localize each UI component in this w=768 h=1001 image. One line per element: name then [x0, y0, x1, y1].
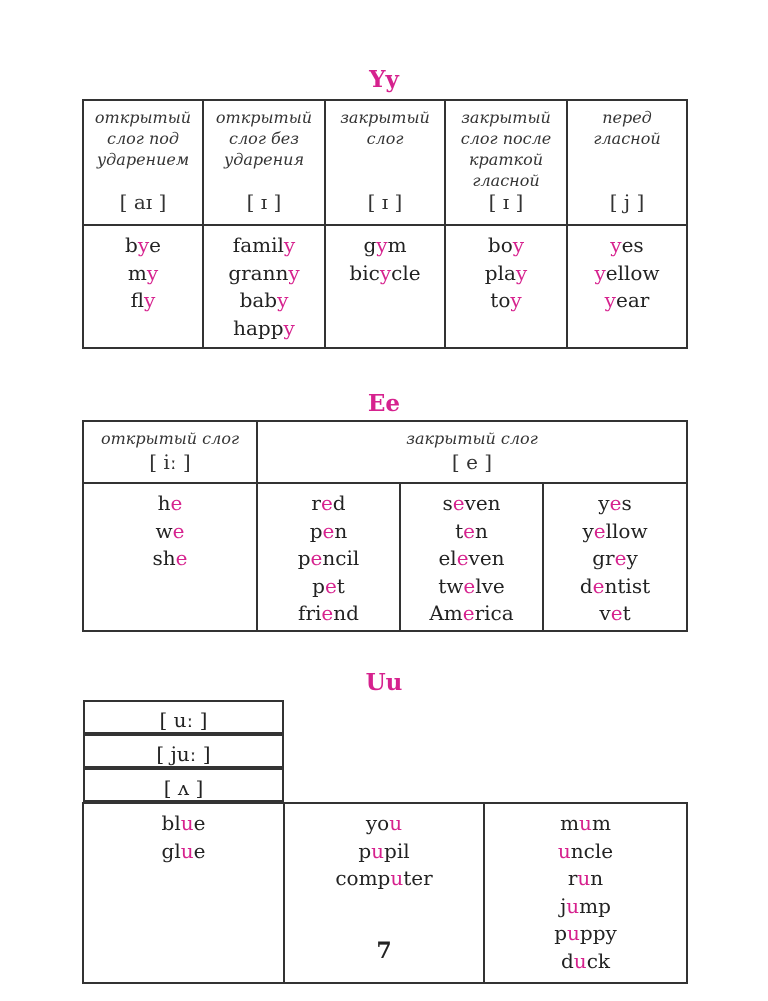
- highlighted-letter: u: [573, 948, 587, 973]
- y-col-4: [567, 225, 687, 348]
- example-word: twelve: [438, 573, 505, 598]
- example-word: dentist: [579, 573, 651, 598]
- highlighted-letter: u: [577, 866, 591, 890]
- y-header-4: перед гласной [ j ]: [567, 100, 687, 225]
- highlighted-letter: y: [510, 288, 522, 312]
- u-header-1: [ juː ]: [83, 734, 284, 768]
- example-word: granny: [228, 260, 300, 285]
- highlighted-letter: y: [604, 288, 616, 312]
- example-word: bicycle: [349, 260, 421, 285]
- highlighted-letter: e: [320, 491, 333, 515]
- highlighted-letter: u: [566, 893, 580, 918]
- highlighted-letter: y: [379, 260, 392, 285]
- e-table: [82, 420, 688, 632]
- ipa-label: [ ɪ ]: [367, 190, 403, 214]
- example-word: we: [155, 518, 185, 543]
- highlighted-letter: y: [512, 233, 525, 257]
- ipa-label: [ iː ]: [149, 450, 191, 474]
- example-word: America: [429, 601, 514, 625]
- highlighted-letter: e: [172, 518, 185, 543]
- example-word: he: [157, 491, 183, 515]
- highlighted-letter: e: [321, 601, 334, 625]
- highlighted-letter: u: [390, 866, 404, 890]
- example-word: bye: [125, 233, 161, 257]
- example-word: pencil: [297, 546, 360, 570]
- highlighted-letter: e: [463, 518, 475, 543]
- ipa-label: [ e ]: [451, 450, 493, 474]
- y-header-2: закрытый слог [ ɪ ]: [325, 100, 445, 225]
- example-word: jump: [560, 893, 611, 918]
- example-word: grey: [592, 546, 638, 570]
- highlighted-letter: u: [557, 838, 571, 863]
- highlighted-letter: e: [463, 573, 476, 598]
- highlighted-letter: e: [592, 573, 605, 598]
- example-word: pet: [312, 573, 345, 598]
- highlighted-letter: u: [579, 811, 592, 835]
- highlighted-letter: y: [288, 260, 300, 285]
- title-y: Yy: [369, 66, 399, 93]
- highlighted-letter: e: [452, 491, 465, 515]
- title-e: Ee: [367, 390, 401, 417]
- highlighted-letter: y: [146, 260, 159, 285]
- example-word: family: [232, 233, 296, 257]
- highlighted-letter: e: [170, 491, 183, 515]
- example-word: my: [127, 260, 159, 285]
- y-col-1: [203, 225, 325, 348]
- y-header-1: открытый слог без ударения [ ɪ ]: [203, 100, 325, 225]
- example-word: toy: [490, 288, 522, 312]
- highlighted-letter: y: [594, 260, 606, 285]
- highlighted-letter: e: [462, 601, 475, 625]
- highlighted-letter: y: [610, 233, 622, 257]
- example-word: happy: [233, 315, 295, 340]
- e-header-1: закрытый слог [ e ]: [257, 421, 687, 483]
- highlighted-letter: e: [324, 573, 337, 598]
- example-word: friend: [298, 601, 359, 625]
- highlighted-letter: u: [371, 838, 385, 863]
- example-word: fly: [130, 288, 156, 312]
- highlighted-letter: e: [610, 601, 623, 625]
- y-col-0: [83, 225, 203, 348]
- example-word: gym: [363, 233, 407, 257]
- example-word: eleven: [438, 546, 505, 570]
- example-word: boy: [487, 233, 525, 257]
- title-u: Uu: [365, 669, 403, 696]
- example-word: year: [604, 288, 650, 312]
- e-col-1: [257, 483, 400, 631]
- highlighted-letter: y: [144, 288, 156, 312]
- u-header-2: [ ʌ ]: [83, 768, 284, 802]
- highlighted-letter: y: [283, 233, 296, 257]
- e-col-2: [400, 483, 543, 631]
- y-table: [82, 99, 688, 349]
- highlighted-letter: e: [310, 546, 323, 570]
- highlighted-letter: e: [609, 491, 622, 515]
- highlighted-letter: u: [567, 921, 580, 945]
- example-word: she: [152, 546, 188, 570]
- example-word: mum: [560, 811, 611, 835]
- example-word: ten: [455, 518, 488, 543]
- highlighted-letter: e: [175, 546, 188, 570]
- y-header-0: открытый слог под ударением [ aɪ ]: [83, 100, 203, 225]
- highlighted-letter: e: [593, 518, 606, 543]
- y-col-2: [325, 225, 445, 348]
- e-col-0: [83, 483, 257, 631]
- highlighted-letter: y: [515, 260, 528, 285]
- example-word: vet: [599, 601, 631, 625]
- highlighted-letter: e: [322, 518, 335, 543]
- e-col-3: [543, 483, 687, 631]
- example-word: play: [484, 260, 528, 285]
- highlighted-letter: y: [376, 233, 388, 257]
- example-word: yes: [610, 233, 644, 257]
- example-word: blue: [161, 811, 206, 835]
- example-word: puppy: [554, 921, 617, 945]
- e-header-0: открытый слог [ iː ]: [83, 421, 257, 483]
- example-word: yellow: [594, 260, 660, 285]
- example-word: you: [365, 811, 403, 835]
- example-word: red: [311, 491, 346, 515]
- y-col-3: [445, 225, 567, 348]
- u-header-0: [ uː ]: [83, 700, 284, 734]
- highlighted-letter: u: [389, 811, 403, 835]
- page-number: 7: [376, 938, 392, 964]
- ipa-label: [ ɪ ]: [488, 190, 524, 214]
- y-header-3: закрытый слог после краткой гласной [ ɪ ]: [445, 100, 567, 225]
- example-word: baby: [239, 288, 289, 312]
- example-word: duck: [560, 948, 611, 973]
- ipa-label: [ aɪ ]: [119, 190, 167, 214]
- example-word: pen: [309, 518, 348, 543]
- example-word: yes: [598, 491, 632, 515]
- highlighted-letter: y: [137, 233, 150, 257]
- highlighted-letter: u: [180, 838, 194, 863]
- example-word: yellow: [582, 518, 648, 543]
- example-word: glue: [161, 838, 206, 863]
- example-word: uncle: [557, 838, 614, 863]
- example-word: pupil: [358, 838, 410, 863]
- example-word: computer: [335, 866, 433, 890]
- highlighted-letter: e: [456, 546, 469, 570]
- example-word: seven: [442, 491, 501, 515]
- highlighted-letter: y: [283, 315, 295, 340]
- example-word: run: [567, 866, 604, 890]
- highlighted-letter: e: [614, 546, 627, 570]
- ipa-label: [ j ]: [609, 190, 645, 214]
- highlighted-letter: y: [277, 288, 289, 312]
- highlighted-letter: u: [180, 811, 194, 835]
- ipa-label: [ ɪ ]: [246, 190, 282, 214]
